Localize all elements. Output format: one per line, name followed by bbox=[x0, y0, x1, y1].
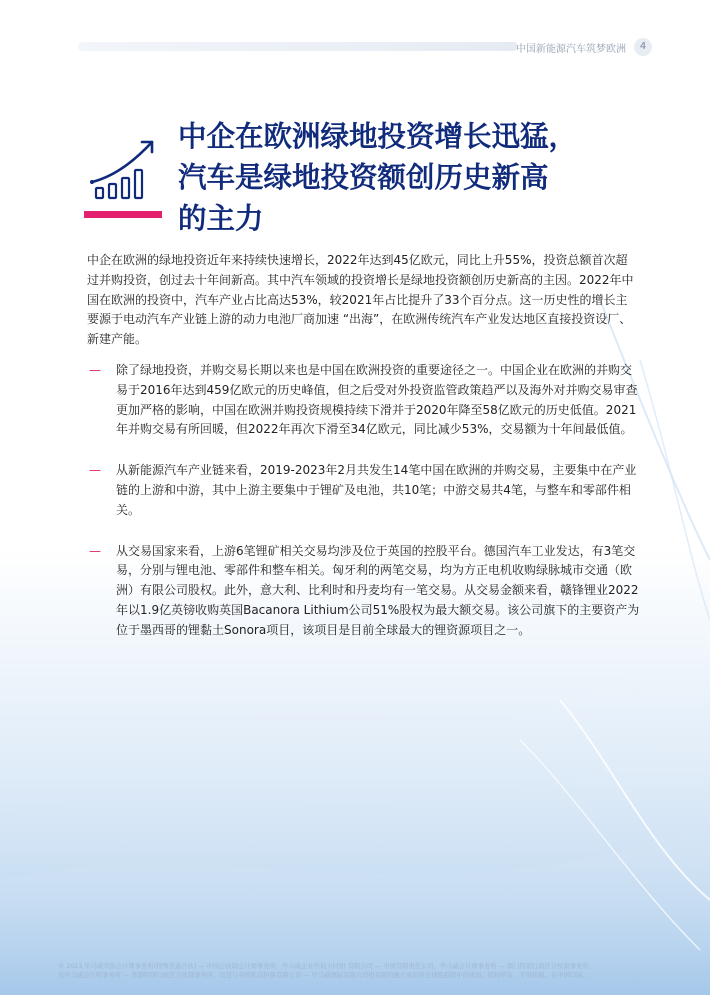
header-bar bbox=[78, 42, 518, 51]
footer-line-1: © 2023 毕马威华振会计师事务所(特殊普通合伙) — 中国合伙制会计师事务所，毕马威企业咨询 (中国) 有限公司 — 中国有限责任公司，毕马威会计师事务所 — 澳门特别行政区合伙制事务所， bbox=[58, 963, 596, 970]
list-item bbox=[87, 461, 642, 520]
footer-line-2: 及毕马威会计师事务所 — 香港特别行政区合伙制事务所，均是与英国私营担保有限公司 — 毕马威国际有限公司相关联的独立成员所全球性组织中的成员。版权所有，不得转载。在中国印制。 bbox=[58, 972, 589, 979]
title-line-3: 的主力 bbox=[178, 202, 264, 235]
running-title: 中国新能源汽车筑梦欧洲 bbox=[516, 44, 626, 55]
bullet-text: 除了绿地投资，并购交易长期以来也是中国在欧洲投资的重要途径之一。中国企业在欧洲的并购交易于2016年达到459亿欧元的历史峰值，但之后受对外投资监管政策趋严以及海外对并购交易审查更加严格的影响，中国在欧洲并购投资规模持续下滑并于2020年降至58亿欧元的历史低值。2021年并购交易有所回暖，但2022年再次下滑至34亿欧元，同比减少53%，交易额为十年间最低值。 bbox=[116, 363, 638, 437]
bullet-marker: — bbox=[89, 363, 101, 377]
bullet-text: 从交易国家来看，上游6笔锂矿相关交易均涉及位于英国的控股平台。德国汽车工业发达，有3笔交易，分别与锂电池、零部件和整车相关。匈牙利的两笔交易，均为方正电机收购绿脉城市交通（欧洲）有限公司股权。此外，意大利、比利时和丹麦均有一笔交易。从交易金额来看，赣锋锂业2022年以1.9亿英镑收购英国Bacanora Lithium公司51%股权为最大额交易。该公司旗下的主要资产为位于墨西哥的锂黏土Sonora项目，该项目是目前全球最大的锂资源项目之一。 bbox=[116, 543, 640, 637]
bullet-marker: — bbox=[89, 543, 101, 558]
page-number: 4 bbox=[634, 38, 652, 56]
list-item bbox=[87, 542, 642, 641]
bullet-marker: — bbox=[89, 463, 101, 478]
bullet-list bbox=[87, 361, 642, 641]
copyright-footer bbox=[58, 962, 648, 980]
page-title bbox=[178, 116, 658, 239]
intro-paragraph: 中企在欧洲的绿地投资近年来持续快速增长，2022年达到45亿欧元，同比上升55%，投资总额首次超过并购投资，创过去十年间新高。其中汽车领域的投资增长是绿地投资额创历史新高的主因。2022年中国在欧洲的投资中，汽车产业占比高达53%，较2021年占比提升了33个百分点。这一历史性的增长主要源于电动汽车产业链上游的动力电池厂商加速 “出海”，在欧洲传统汽车产业发达地区直接投资设厂、新建产能。 bbox=[87, 253, 634, 347]
growth-chart-icon bbox=[88, 138, 156, 202]
title-accent-bar bbox=[84, 211, 162, 218]
list-item bbox=[87, 361, 642, 440]
bullet-text: 从新能源汽车产业链来看，2019-2023年2月共发生14笔中国在欧洲的并购交易，主要集中在产业链的上游和中游，其中上游主要集中于锂矿及电池，共10笔；中游交易共4笔，与整车和零部件相关。 bbox=[116, 463, 637, 517]
title-line-2: 汽车是绿地投资额创历史新高 bbox=[178, 161, 549, 194]
title-line-1: 中企在欧洲绿地投资增长迅猛， bbox=[178, 120, 578, 153]
